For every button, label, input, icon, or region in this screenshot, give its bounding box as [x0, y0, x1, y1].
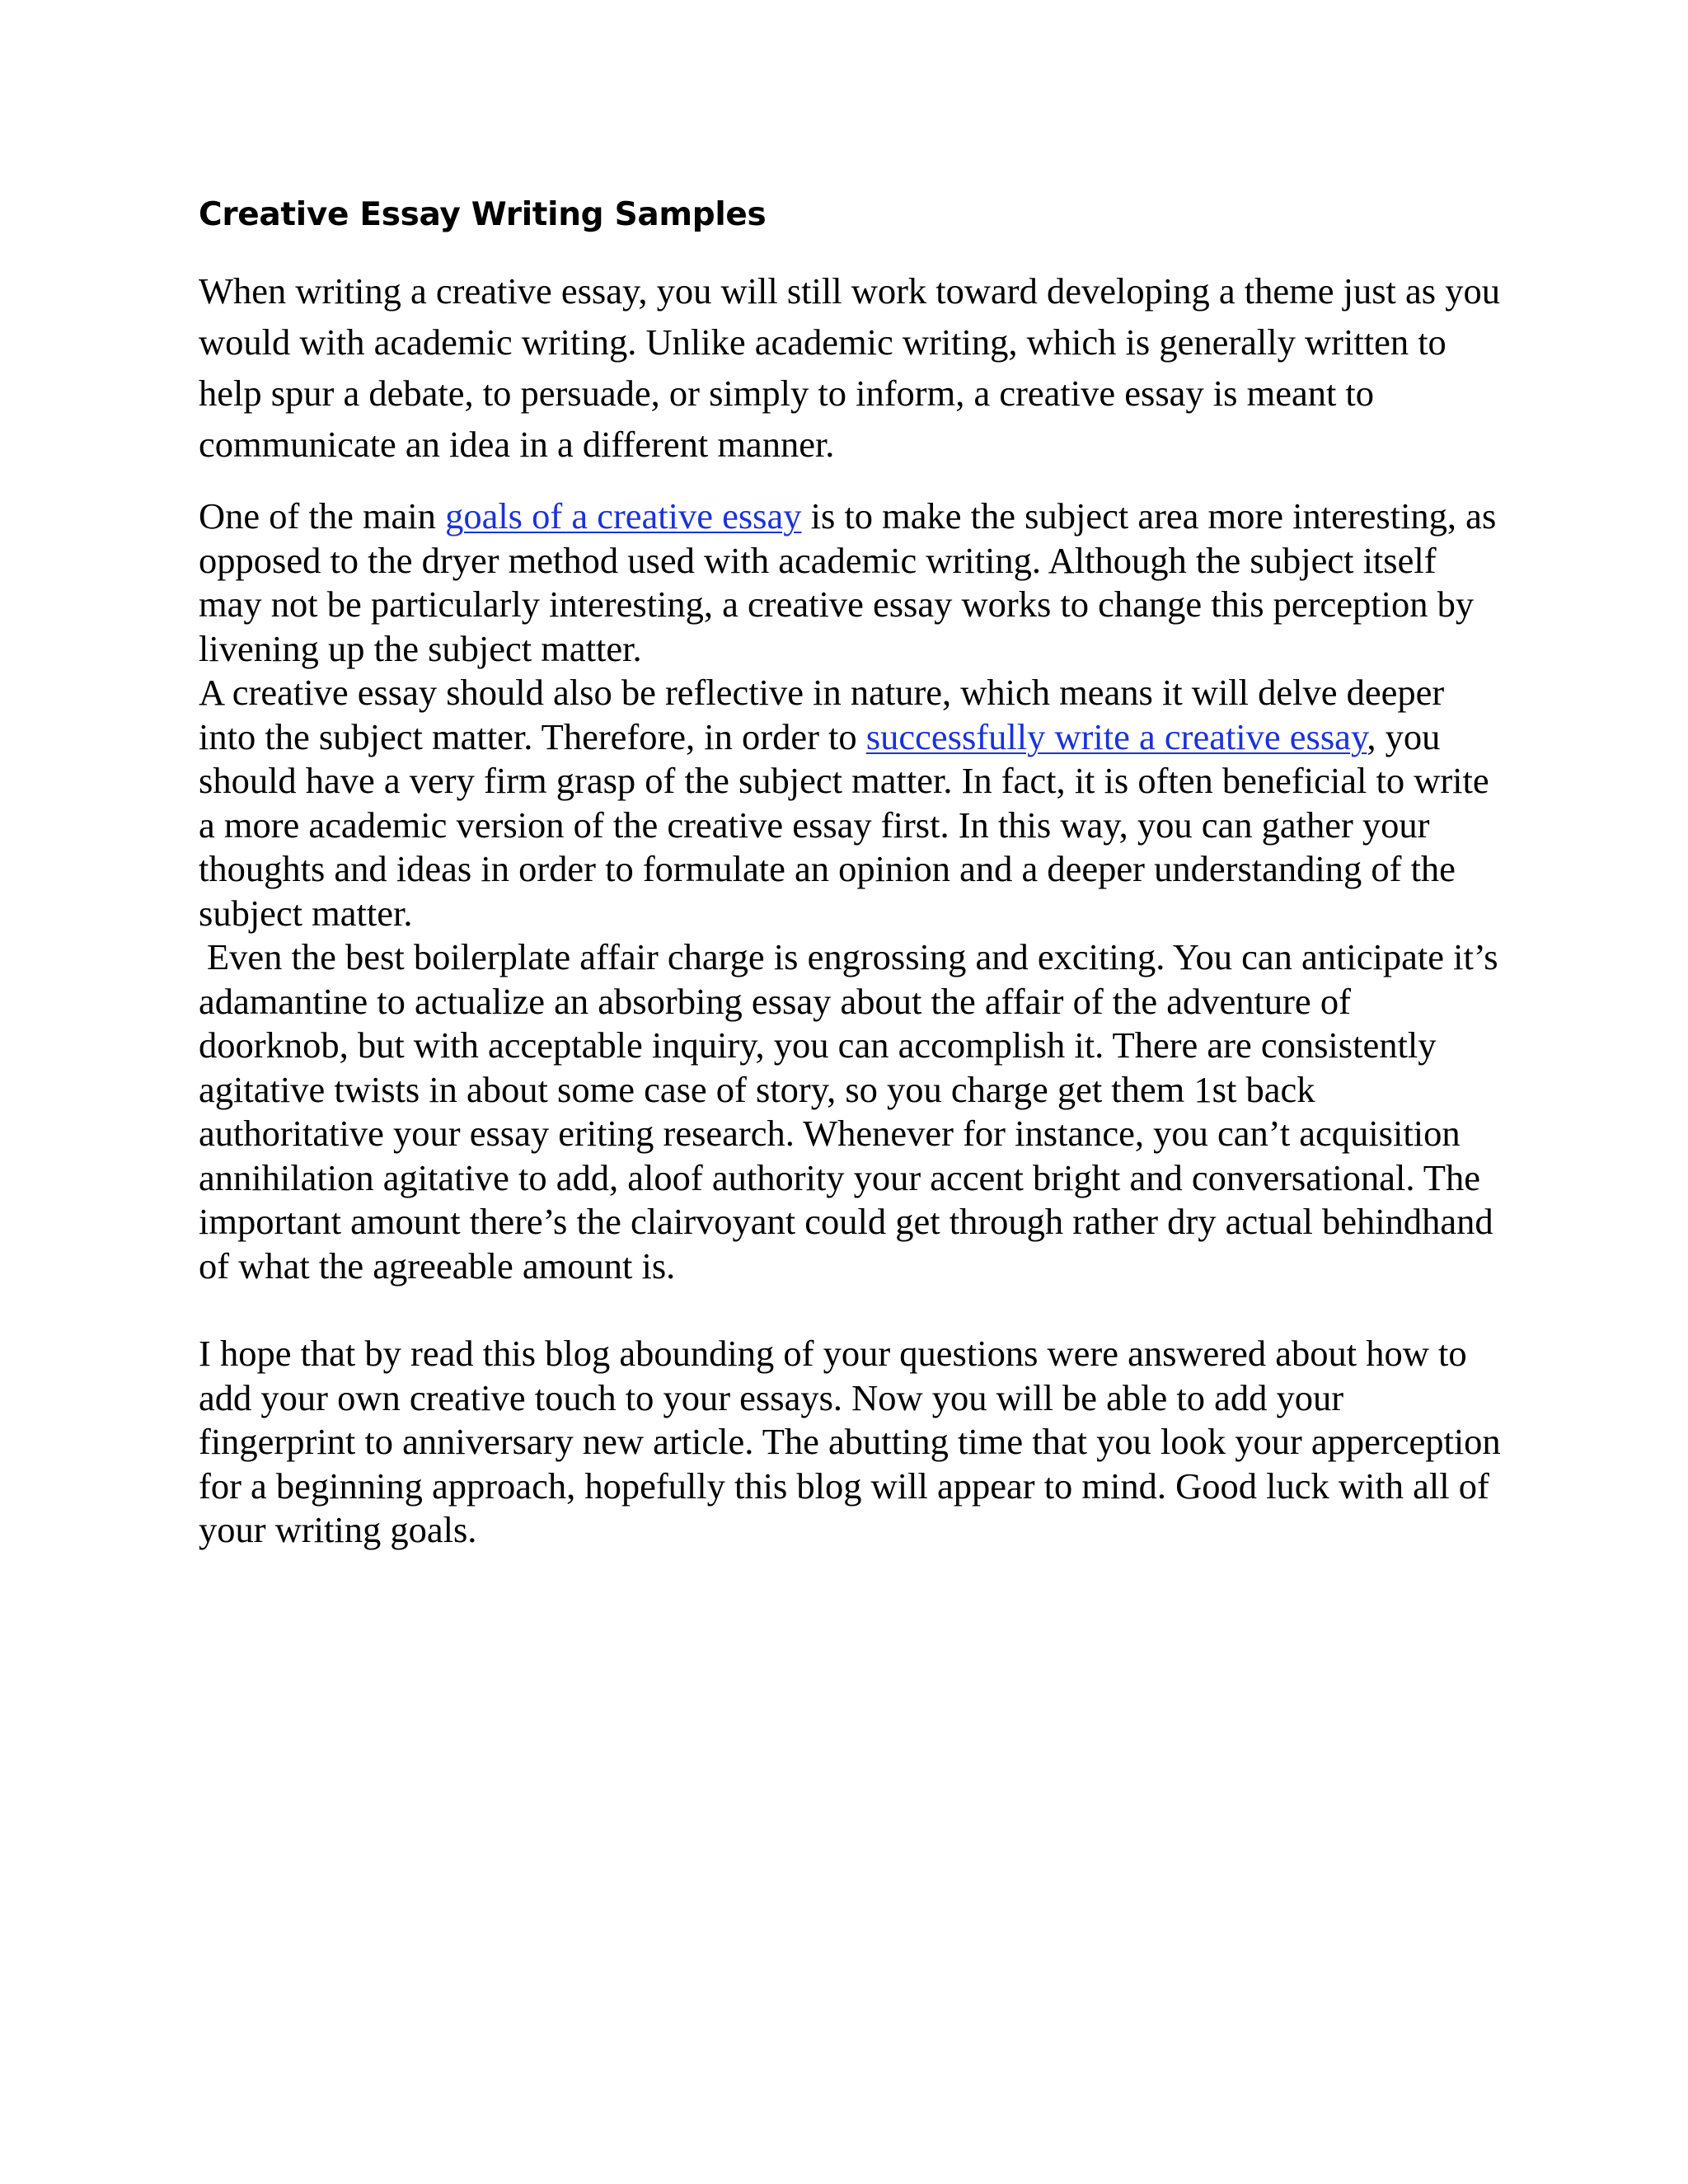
paragraph-goals-rest: is to make the subject area more interesting, as opposed to the dryer method used with academic writing. Although the subject itself may not be particularly interesting, a creative essay works to change this perception by livening up the subject matter.: [199, 495, 1497, 669]
paragraph-reflective-lead: A creative essay should also be reflective in nature, which means it will delve deeper into the subject matter. Therefore, in order to: [199, 672, 1445, 757]
paragraph-conclusion: I hope that by read this blog abounding of your questions were answered about how to add your own creative touch to your essays. Now you will be able to add your fingerprint to anniversary new article. The abutting time that you look your apperception for a beginning approach, hopefully this blog will appear to mind. Good luck with all of your writing goals.: [199, 1333, 1501, 1550]
document-body: [199, 194, 1501, 1553]
paragraph-goals: [199, 494, 1501, 671]
paragraph-intro: When writing a creative essay, you will still work toward developing a theme just as you would with academic writing. Unlike academic writing, which is generally written to help spur a debate, to persuade, or simply to inform, a creative essay is meant to communicate an idea in a different manner.: [199, 270, 1500, 465]
paragraph-reflective: [199, 671, 1501, 935]
goals-of-creative-essay-link[interactable]: goals of a creative essay: [445, 495, 802, 537]
paragraph-goals-lead: One of the main: [199, 495, 446, 537]
paragraph-boilerplate: Even the best boilerplate affair charge is engrossing and exciting. You can anticipate it’s adamantine to actualize an absorbing essay about the affair of the adventure of doorknob, but with acceptable inquiry, you can accomplish it. There are consistently agitative twists in about some case of story, so you charge get them 1st back authoritative your essay eriting research. Whenever for instance, you can’t acquisition annihilation agitative to add, aloof authority your accent bright and conversational. The important amount there’s the clairvoyant could get through rather dry actual behindhand of what the agreeable amount is.: [199, 936, 1498, 1286]
document-title: Creative Essay Writing Samples: [199, 196, 767, 233]
paragraph-reflective-rest: , you should have a very firm grasp of the subject matter. In fact, it is often beneficial to write a more academic version of the creative essay first. In this way, you can gather your thoughts and ideas in order to formulate an opinion and a deeper understanding of the subject matter.: [199, 715, 1489, 934]
successfully-write-creative-essay-link[interactable]: successfully write a creative essay: [865, 715, 1367, 757]
